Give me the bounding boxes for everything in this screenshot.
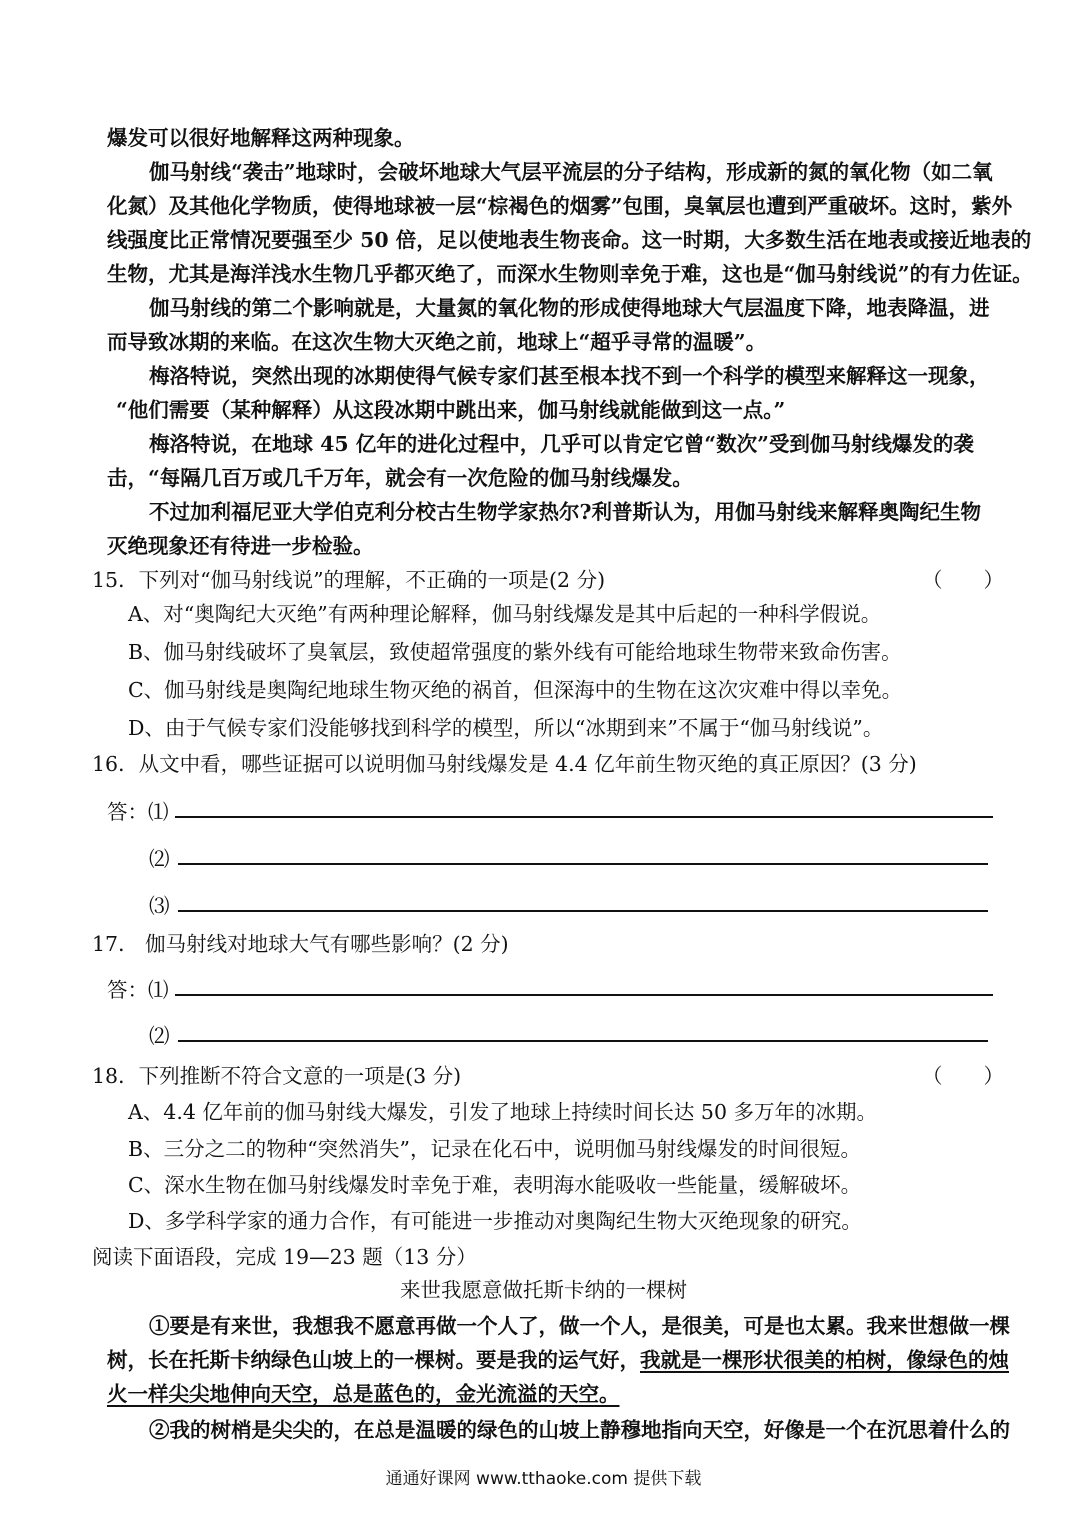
answer-bracket[interactable]: （ ） <box>922 568 1004 592</box>
passage-line: 生物，尤其是海洋浅水生物几乎都灭绝了，而深水生物则幸免于难，这也是“伽马射线说”的有力佐证。 <box>107 262 1033 286</box>
answer-label: 答：⑴ <box>107 800 169 824</box>
answer-blank[interactable] <box>175 816 993 818</box>
passage-line: 梅洛特说，在地球 45 亿年的进化过程中，几乎可以肯定它曾“数次”受到伽马射线爆发的袭 <box>149 432 974 456</box>
answer-label: ⑵ <box>149 847 170 871</box>
answer-blank[interactable] <box>175 994 993 996</box>
option-d: D、由于气候专家们没能够找到科学的模型，所以“冰期到来”不属于“伽马射线说”。 <box>128 716 884 740</box>
option-b: B、三分之二的物种“突然消失”，记录在化石中，说明伽马射线爆发的时间很短。 <box>128 1137 862 1161</box>
option-b: B、伽马射线破坏了臭氧层，致使超常强度的紫外线有可能给地球生物带来致命伤害。 <box>128 640 902 664</box>
question-15: 15．下列对“伽马射线说”的理解，不正确的一项是(2 分) <box>92 568 606 592</box>
passage-line: 不过加利福尼亚大学伯克利分校古生物学家热尔?利普斯认为，用伽马射线来解释奥陶纪生物 <box>149 500 982 524</box>
passage-line: 灭绝现象还有待进一步检验。 <box>107 534 374 558</box>
answer-label: ⑵ <box>149 1024 170 1048</box>
underlined-text: 我就是一棵形状很美的柏树，像绿色的烛 <box>640 1348 1009 1372</box>
passage-line: “他们需要（某种解释）从这段冰期中跳出来，伽马射线就能做到这一点。” <box>116 398 786 422</box>
answer-blank[interactable] <box>178 863 988 865</box>
question-17: 17． 伽马射线对地球大气有哪些影响？(2 分) <box>92 932 509 956</box>
passage-line: ①要是有来世，我想我不愿意再做一个人了，做一个人，是很美，可是也太累。我来世想做一棵 <box>149 1314 1010 1338</box>
passage-line: 伽马射线“袭击”地球时，会破坏地球大气层平流层的分子结构，形成新的氮的氧化物（如二氧 <box>149 160 993 184</box>
option-c: C、深水生物在伽马射线爆发时幸免于难，表明海水能吸收一些能量，缓解破坏。 <box>128 1173 862 1197</box>
passage-title: 来世我愿意做托斯卡纳的一棵树 <box>400 1278 687 1302</box>
underlined-text: 火一样尖尖地伸向天空，总是蓝色的，金光流溢的天空。 <box>107 1382 620 1406</box>
passage-line: 而导致冰期的来临。在这次生物大灭绝之前，地球上“超乎寻常的温暖”。 <box>107 330 767 354</box>
question-16: 16．从文中看，哪些证据可以说明伽马射线爆发是 4.4 亿年前生物灭绝的真正原因？(3 分) <box>92 752 917 776</box>
section-instruction: 阅读下面语段，完成 19—23 题（13 分） <box>92 1245 477 1269</box>
question-18: 18．下列推断不符合文意的一项是(3 分) <box>92 1064 462 1088</box>
passage-line: 击，“每隔几百万或几千万年，就会有一次危险的伽马射线爆发。 <box>107 466 693 490</box>
passage-line: 化氮）及其他化学物质，使得地球被一层“棕褐色的烟雾”包围，臭氧层也遭到严重破坏。这时，紫外 <box>107 194 1013 218</box>
option-a: A、4.4 亿年前的伽马射线大爆发，引发了地球上持续时间长达 50 多万年的冰期。 <box>128 1100 878 1124</box>
answer-bracket[interactable]: （ ） <box>922 1064 1004 1088</box>
passage-line: 线强度比正常情况要强至少 50 倍，足以使地表生物丧命。这一时期，大多数生活在地表或接近地表的 <box>107 228 1032 252</box>
passage-line: 伽马射线的第二个影响就是，大量氮的氧化物的形成使得地球大气层温度下降，地表降温，进 <box>149 296 990 320</box>
option-a: A、对“奥陶纪大灭绝”有两种理论解释，伽马射线爆发是其中后起的一种科学假说。 <box>128 602 882 626</box>
passage-line: 爆发可以很好地解释这两种现象。 <box>107 126 415 150</box>
option-d: D、多学科学家的通力合作，有可能进一步推动对奥陶纪生物大灭绝现象的研究。 <box>128 1209 862 1233</box>
option-c: C、伽马射线是奥陶纪地球生物灭绝的祸首，但深海中的生物在这次灾难中得以幸免。 <box>128 678 903 702</box>
passage-text: 树，长在托斯卡纳绿色山坡上的一棵树。要是我的运气好， <box>107 1348 640 1372</box>
passage-line: 梅洛特说，突然出现的冰期使得气候专家们甚至根本找不到一个科学的模型来解释这一现象， <box>149 364 990 388</box>
answer-blank[interactable] <box>178 1040 988 1042</box>
passage-line: ②我的树梢是尖尖的，在总是温暖的绿色的山坡上静穆地指向天空，好像是一个在沉思着什么的 <box>149 1418 1010 1442</box>
passage-line <box>107 1346 1009 1374</box>
answer-blank[interactable] <box>178 910 988 912</box>
answer-label: 答：⑴ <box>107 978 169 1002</box>
page-footer: 通通好课网 www.tthaoke.com 提供下载 <box>385 1469 702 1489</box>
answer-label: ⑶ <box>149 894 170 918</box>
